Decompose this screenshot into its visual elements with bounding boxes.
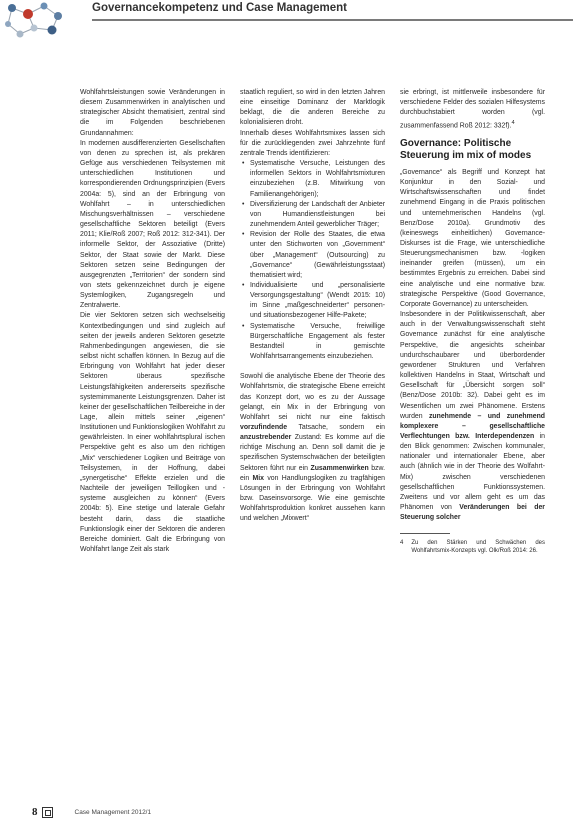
paragraph: Innerhalb dieses Wohlfahrtsmixes lassen sich für die zurückliegenden zwei Jahrzehnte fünf zentrale Trends identifizieren: [240,129,385,157]
emphasis: Veränderungen bei der Steuerung solcher [400,504,545,522]
emphasis: vorzufindende [240,424,288,431]
paragraph: Die vier Sektoren setzen sich wechselseitig Kontextbedingungen und sind zugleich auf seiten der jeweils anderen Sektoren gesetzte Rahmenbedingungen angewiesen, die sie selbst nicht schaffen können. In Bezug auf die Erbringung von Wohlfahrt hat jeder dieser Sektoren überaus spezifische Leistungsfähigkeiten andererseits spezifische systemimmanente Leistungsgrenzen. Daher ist keiner der gesellschaftlichen Teilbereiche in der Lage, allein mittels seiner „eigenen“ Institutionen und Funktionslogiken Wohlfahrt zu gewährleisten. In einer wohlfahrtsplural ischen Perspektive geht es also um den richtigen „Mix“ verschiedener Logiken und Beiträge von Teilsystemen, in der Hoffnung, dabei „synergetische“ Effekte erzielen und die Nachteile der jeweiligen Teillogiken und -systeme ausgleichen zu können“ (Evers 2004b: 5). Eine stetige und laterale Gefahr besteht darin, dass die staatliche Funktionslogik einer der Sektoren die anderen Bereiche dominiert. Galt die Erbringung von Wohlfahrt lange Zeit als stark [80,312,225,554]
section-heading: Governance: Politische Steuerung im mix of modes [400,137,532,161]
page-footer [32,806,151,818]
footnote-text: Zu den Stärken und Schwächen des Wohlfahrtsmix-Konzepts vgl. Olk/Roß 2014: 26. [411,540,545,555]
network-logo-icon [0,0,80,40]
text-column-1 [80,88,225,555]
paragraph: sie erbringt, ist mittlerweile insbesondere für verschiedene Felder des sozialen Hilfesystems durchbuchstabiert worden (vgl. zusammenfassend Roß 2012: 332f).$^4$ [400,89,545,130]
header-rule [92,19,573,21]
emphasis: Mix [252,474,265,482]
footnote [400,539,545,555]
trend-list [240,159,385,362]
text-column-2 [240,88,385,525]
footnote-rule [400,533,450,534]
list-item: • Revision der Rolle des Staates, die etwa unter den Stichworten von „Government“ über „Management“ (Outsourcing) zu „Governance“ (Gewährleistungsstaat) thematisiert wird; [240,230,385,281]
emphasis: zunehmende – und zunehmend komplexere – gesellschaftliche Verflechtungen bzw. Interdependenzen [400,412,545,440]
paragraph: In modernen ausdifferenzierten Gesellschaften von denen zu sprechen ist, als prekären Gefüge aus verschiedenen Teilsystemen mit unterschiedlichen Institutionen und korrespondierenden Ordnungsprinzipien (Evers 2004a: 5), sind an der Erbringung von Wohlfahrt – in unterschiedlichen Mischungsverhältnissen – verschiedene gesellschaftliche Sektoren beteiligt (Evers 2011; Klie/Roß 2007; Roß 2012: 312-341). Der informelle Sektor, der Assoziative (Dritte) Sektor, der Staat sowie der Markt. Diese Sektoren setzen seine Bedingungen der ausgegrenzten „Territorien“ der sondern sind von stets gekennzeichnet durch je eigene Systemlogiken, Zugangsregeln und Zentralwerte. [80,139,225,310]
page-number: 8 [32,806,38,818]
paragraph: „Governance“ als Begriff und Konzept hat Konjunktur in den Sozial- und Wirtschaftswissenschaften und findet zunehmend Eingang in die Praxis politischen und unternehmerischen Handelns (vgl. Benz/Dose 2010a). Grundmotiv des (keineswegs einheitlichen) Governance-Diskurses ist die Frage, wie unterschiedliche Steuerungsmechanismen bzw. -logiken ineinander greifen (müssen), um ein bestimmtes Ergebnis zu erreichen. Dabei sind eine analytische und eine normative bzw. strategische Perspektive (Good Governance, Corporate Governance) zu unterscheiden. [400,168,545,308]
list-item: • Systematische Versuche, freiwillige Bürgerschaftliche Engagement als fester Bestandteil in gemischte Wohlfahrtsarrangements einzubeziehen. [240,322,385,363]
list-item: • Diversifizierung der Landschaft der Anbieter von Humandienstleistungen bei zunehmendem Anteil gewerblicher Träger; [240,200,385,230]
spacer [240,362,385,372]
emphasis: Zusammenwirken [310,464,369,472]
footnote-ref: 4 [511,120,515,127]
paragraph: staatlich reguliert, so wird in den letzten Jahren eine einseitige Dominanz der Marktlogik beklagt, die die anderen Bereiche zu kolonialisieren droht. [240,89,385,127]
journal-name: Case Management 2012/1 [74,808,152,816]
header-title: Governancekompetenz und Case Management [92,2,347,14]
paragraph: Wohlfahrtsleistungen sowie Veränderungen in diesem Zusammenwirken in analytischen und strategischer Absicht thematisiert, zentral sind die im Folgenden beschriebenen Grundannahmen: [80,89,225,137]
list-item: • Individualisierte und „personalisierte Versorgungsgestaltung“ (Wendt 2015: 10) im Sinne „maßgeschneiderter“ personen- und situationsbezogener Hilfe-Pakete; [240,281,385,322]
list-item: • Systematische Versuche, Leistungen des informellen Sektors in Wohlfahrtsmixturen einzubeziehen (z.B. Mitwirkung von Familienangehörigen); [240,159,385,200]
paragraph: Sowohl die analytische Ebene der Theorie des Wohlfahrtsmix, die strategische Ebene erreicht das Konzept dort, wo es zu der Aussage gelangt, ein Mix in der Erbringung von Wohlfahrt sei nicht nur eine faktisch vorzufindende Tatsache, sondern ein anzustrebender Zustand: Es komme auf die richtige Mischung an. Denn soll damit die je spezifischen Systemschwächen der beteiligten Sektoren führt nur ein Zusammenwirken bzw. ein Mix von Handlungslogiken zu tragfähigen Lösungen in der Erbringung von Wohlfahrt bzw. Daseinsvorsorge. Wie eine gemischte Wohlfahrtsproduktion konkret aussehen kann und welchen „Mixwert“ [240,373,385,523]
paragraph: Insbesondere in der Politikwissenschaft, aber auch in der Verwaltungswissenschaft steht Governance zunächst für eine analytische Perspektive, die angesichts scheinbar undurchschaubarer und überbordender gewordener Strukturen und Verfahren kollektiven Handelns in Staat, Wirtschaft und Gesellschaft für „Übersicht sorgen soll“ (Benz/Dose 2010b: 32). Dabei geht es im Wesentlichen um zwei Phänomene. Erstens wurden zunehmende – und zunehmend komplexere – gesellschaftliche Verflechtungen bzw. Interdependenzen in den Blick genommen: Zwischen kommunaler, nationaler und internationaler Ebene, aber auch (ähnlich wie in der Theorie des Wolfahrt-Mix) zwischen verschiedenen gesellschaftlichen Funktionssystemen. Zweitens und vor allem geht es um das Phänomen von Veränderungen bei der Steuerung solcher [400,311,545,522]
text-column-3 [400,88,545,555]
emphasis: anzustrebender [240,434,292,442]
footnote-number: 4 [400,540,404,547]
journal-logo-icon [42,807,53,818]
